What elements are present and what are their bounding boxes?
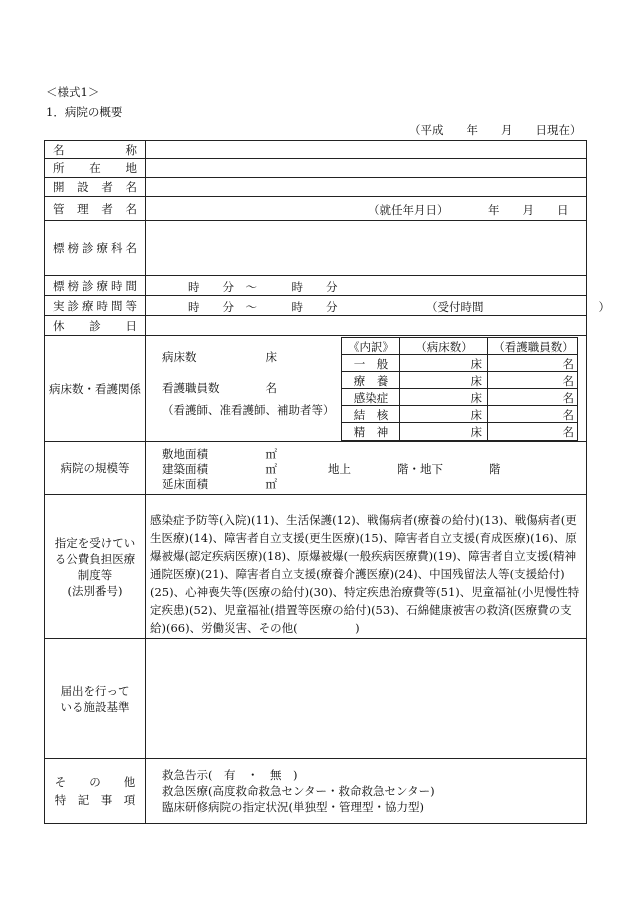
staff-unit: 名: [562, 425, 574, 439]
label-char: 設: [77, 180, 89, 194]
form-number: ＜様式1＞: [46, 85, 100, 99]
label-char: 科: [111, 241, 123, 255]
table-row: [342, 389, 577, 406]
bed-unit: 床: [470, 374, 482, 388]
label-char: 管: [53, 201, 65, 216]
hospital-overview-form: [44, 140, 610, 824]
row-founder: [45, 178, 586, 197]
bed-type: 感染症: [353, 391, 389, 405]
label-char: 名: [53, 142, 65, 157]
row-actual-hours: [45, 296, 610, 316]
row-departments: [45, 221, 586, 276]
label-actual-hours: [53, 298, 137, 314]
label-char: 榜: [67, 278, 79, 293]
label-char: 名: [125, 201, 137, 216]
clinical-training: 臨床研修病院の指定状況(単独型・管理型・協力型): [162, 800, 424, 814]
label-char: 療: [96, 241, 108, 255]
public-expense-list: 感染症予防等(入院)(11)、生活保護(12)、戦傷病者(療養の給付)(13)、戦傷病者(更生医療)(14)、障害者自立支援(更生医療)(15)、障害者自立支援(育成医療)(16)、原爆被爆(認定疾病医療)(18)、原爆被爆(一般疾病医療費)(19)、障害者自立支援(精神通院医療)(21)、障害者自立支援(療養介護医療)(24)、中国残留法人等(支援給付)(25)、心神喪失等(医療の給付)(30)、特定疾患治療費等(51)、児童福祉(小児慢性特定疾患)(52)、児童福祉(措置等医療の給付)(53)、石綿健康被害の救済(医療費の支給)(66)、労働災害、その他( ): [150, 513, 580, 635]
label-name: [53, 142, 137, 158]
staff-unit: 名: [562, 408, 574, 422]
appointed-date: 年 月 日: [488, 203, 569, 217]
staff-unit: 名: [562, 374, 574, 388]
floor-area: 延床面積 ㎡: [162, 477, 277, 491]
floors: 地上 階・地下 階: [328, 462, 501, 476]
label-char: 診: [67, 298, 79, 313]
row-beds: [45, 336, 586, 442]
label-address: [53, 160, 137, 176]
bed-breakdown-table: [341, 337, 578, 441]
bed-unit: 床: [470, 408, 482, 422]
label-char: 名: [125, 180, 137, 194]
label-char: 者: [101, 180, 113, 194]
label-char: 診: [82, 278, 94, 293]
label-beds: 病床数・看護関係: [49, 381, 141, 396]
label-facility-standards: 届出を行って いる施設基準: [60, 683, 130, 714]
table-row: [342, 355, 577, 372]
staff-unit: 名: [562, 357, 574, 371]
row-hours: [45, 276, 586, 296]
table-row: [342, 406, 577, 423]
bed-type: 一 般: [353, 357, 389, 371]
label-char: 地: [125, 161, 137, 175]
label-char: 療: [82, 298, 94, 313]
label-char: 者: [101, 201, 113, 216]
bed-unit: 床: [470, 391, 482, 405]
label-char: 休: [53, 318, 65, 333]
nurse-count: 看護職員数 名: [162, 381, 277, 395]
row-manager: [45, 197, 586, 221]
label-char: 標: [53, 241, 65, 255]
label-char: 診: [82, 241, 94, 255]
bed-count: 病床数 床: [162, 350, 277, 364]
row-facility-standards: [45, 639, 586, 759]
header-breakdown: 《内訳》: [348, 340, 394, 354]
label-char: 理: [77, 201, 89, 216]
label-char: 開: [53, 180, 65, 194]
emergency-notice: 救急告示( 有 ・ 無 ): [162, 768, 298, 782]
reception-hours: （受付時間 ）: [426, 300, 610, 314]
section-title: 1．病院の概要: [46, 105, 123, 119]
bed-unit: 床: [470, 425, 482, 439]
nurse-note: （看護師、准看護師、補助者等）: [162, 403, 335, 417]
label-char: 間: [125, 278, 137, 293]
table-row: [342, 423, 577, 440]
label-char: 間: [111, 298, 123, 313]
label-char: 等: [125, 298, 137, 313]
label-char: 所: [53, 161, 65, 175]
header-beds: （病床数）: [415, 340, 473, 354]
site-area: 敷地面積 ㎡: [162, 447, 277, 461]
label-other: そ の 他 特 記 事 項: [54, 775, 136, 807]
label-scale: 病院の規模等: [60, 461, 130, 475]
label-char: 時: [111, 278, 123, 293]
label-hours: [53, 278, 137, 294]
hours-range: 時 分 ～ 時 分: [188, 280, 338, 294]
date-note: （平成 年 月 日現在）: [409, 123, 582, 137]
label-char: 標: [53, 278, 65, 293]
bed-type: 療 養: [353, 374, 389, 388]
label-char: 時: [96, 298, 108, 313]
bed-table-header: [342, 338, 577, 355]
row-name: [45, 141, 586, 159]
label-char: 療: [96, 278, 108, 293]
bed-type: 精 神: [353, 425, 389, 439]
label-char: 称: [125, 142, 137, 157]
label-char: 榜: [67, 241, 79, 255]
label-char: 診: [89, 318, 101, 333]
label-char: 在: [89, 161, 101, 175]
bed-unit: 床: [470, 357, 482, 371]
row-holidays: [45, 316, 586, 336]
label-founder: [53, 179, 137, 195]
label-public-expense: 指定を受けてい る公費負担医療 制度等 (法別番号): [54, 535, 136, 598]
label-departments: [53, 240, 137, 256]
label-manager: [53, 201, 137, 217]
row-address: [45, 159, 586, 178]
row-scale: [45, 442, 586, 495]
bed-type: 結 核: [353, 408, 389, 422]
label-holidays: [53, 318, 137, 334]
row-other: [45, 759, 586, 823]
label-char: 名: [125, 241, 137, 255]
table-row: [342, 372, 577, 389]
row-public-expense: [45, 495, 586, 639]
staff-unit: 名: [562, 391, 574, 405]
building-area: 建築面積 ㎡: [162, 462, 277, 476]
label-char: 日: [125, 318, 137, 333]
emergency-medical: 救急医療(高度救命救急センター・救命救急センター): [162, 784, 435, 798]
actual-hours-range: 時 分 ～ 時 分: [188, 300, 338, 314]
header-nurses: （看護職員数）: [493, 340, 574, 354]
appointed-label: （就任年月日）: [368, 203, 449, 217]
label-char: 実: [53, 298, 65, 313]
